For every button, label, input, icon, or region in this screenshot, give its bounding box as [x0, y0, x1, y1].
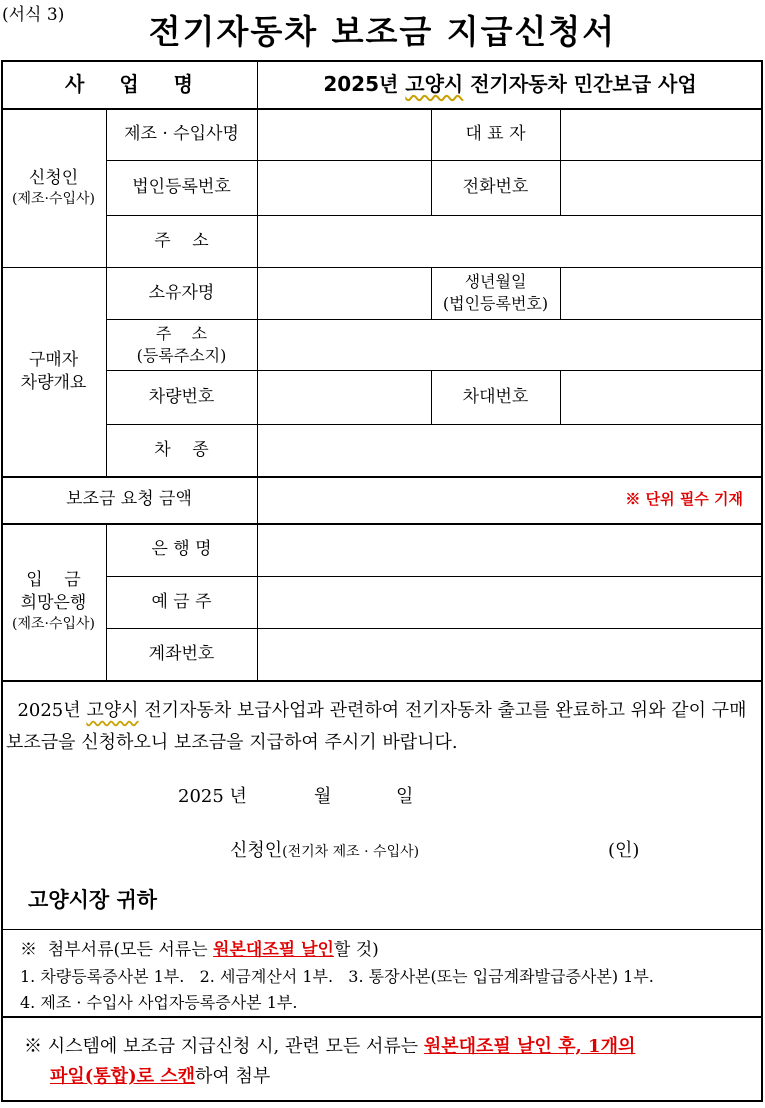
applicant-address-label: 주 소: [154, 230, 209, 251]
depositor-field[interactable]: [257, 576, 763, 628]
signature-line: 신청인(전기차 제조 · 수입사): [230, 840, 420, 861]
declaration-text: 2025년 고양시 전기자동차 보급사업과 관련하여 전기자동차 출고를 완료하고 위와 같이 구매 보조금을 신청하오니 보조금을 지급하여 주시기 바랍니다.: [6, 700, 747, 753]
page-title: 전기자동차 보조금 지급신청서: [148, 12, 617, 51]
account-no-field[interactable]: [257, 628, 763, 680]
phone-label: 전화번호: [462, 177, 529, 198]
business-name: 2025년 고양시 전기자동차 민간보급 사업: [323, 71, 697, 96]
seal-mark: (인): [608, 840, 640, 861]
birth-date-field[interactable]: [560, 267, 763, 319]
attachments-list-line1: 1. 차량등록증사본 1부. 2. 세금계산서 1부. 3. 통장사본(또는 입금계좌발급증사본) 1부.: [20, 967, 654, 986]
owner-name-field[interactable]: [257, 267, 431, 319]
company-name-field[interactable]: [257, 108, 431, 160]
addressee: 고양시장 귀하: [28, 888, 158, 912]
phone-field[interactable]: [560, 160, 763, 215]
model-label: 차 종: [154, 439, 209, 460]
scan-notice: ※ 시스템에 보조금 지급신청 시, 관련 모든 서류는 원본대조필 날인 후, 1개의 파일(통합)로 스캔하여 첨부: [24, 1036, 636, 1087]
divider: [1, 680, 763, 682]
buyer-address-label: 주 소 (등록주소지): [136, 323, 227, 365]
business-label: 사 업 명: [65, 71, 207, 96]
subsidy-amount-field[interactable]: [257, 476, 763, 523]
buyer-address-field[interactable]: [257, 319, 763, 370]
subsidy-amount-label: 보조금 요청 금액: [66, 489, 192, 510]
corp-reg-no-label: 법인등록번호: [132, 177, 231, 198]
date-year: 2025 년: [178, 786, 247, 807]
bank-name-field[interactable]: [257, 523, 763, 576]
divider: [1, 929, 763, 930]
model-field[interactable]: [257, 424, 763, 476]
owner-name-label: 소유자명: [148, 282, 215, 303]
applicant-section-label: 신청인 (제조·수입사): [12, 167, 95, 207]
buyer-section-label: 구매자 차량개요: [20, 349, 87, 393]
depositor-label: 예 금 주: [151, 591, 212, 612]
vehicle-no-field[interactable]: [257, 370, 431, 424]
date-day: 일: [396, 786, 414, 807]
representative-label: 대 표 자: [465, 123, 526, 144]
account-no-label: 계좌번호: [148, 643, 215, 664]
bank-section-label: 입 금 희망은행 (제조·수입사): [12, 570, 95, 632]
corp-reg-no-field[interactable]: [257, 160, 431, 215]
unit-required-note: ※ 단위 필수 기재: [625, 490, 743, 509]
chassis-no-label: 차대번호: [462, 386, 529, 407]
form-number: (서식 3): [2, 5, 65, 25]
birth-date-label: 생년월일 (법인등록번호): [442, 272, 549, 313]
attachments-heading: ※ 첨부서류(모든 서류는 원본대조필 날인할 것): [20, 940, 379, 960]
company-name-label: 제조 · 수입사명: [124, 123, 239, 144]
applicant-address-field[interactable]: [257, 215, 763, 267]
attachments-list-line2: 4. 제조 · 수입사 사업자등록증사본 1부.: [20, 993, 298, 1012]
representative-field[interactable]: [560, 108, 763, 160]
vehicle-no-label: 차량번호: [148, 386, 215, 407]
bank-name-label: 은 행 명: [151, 539, 212, 560]
chassis-no-field[interactable]: [560, 370, 763, 424]
date-month: 월: [314, 786, 332, 807]
divider: [1, 1016, 763, 1018]
